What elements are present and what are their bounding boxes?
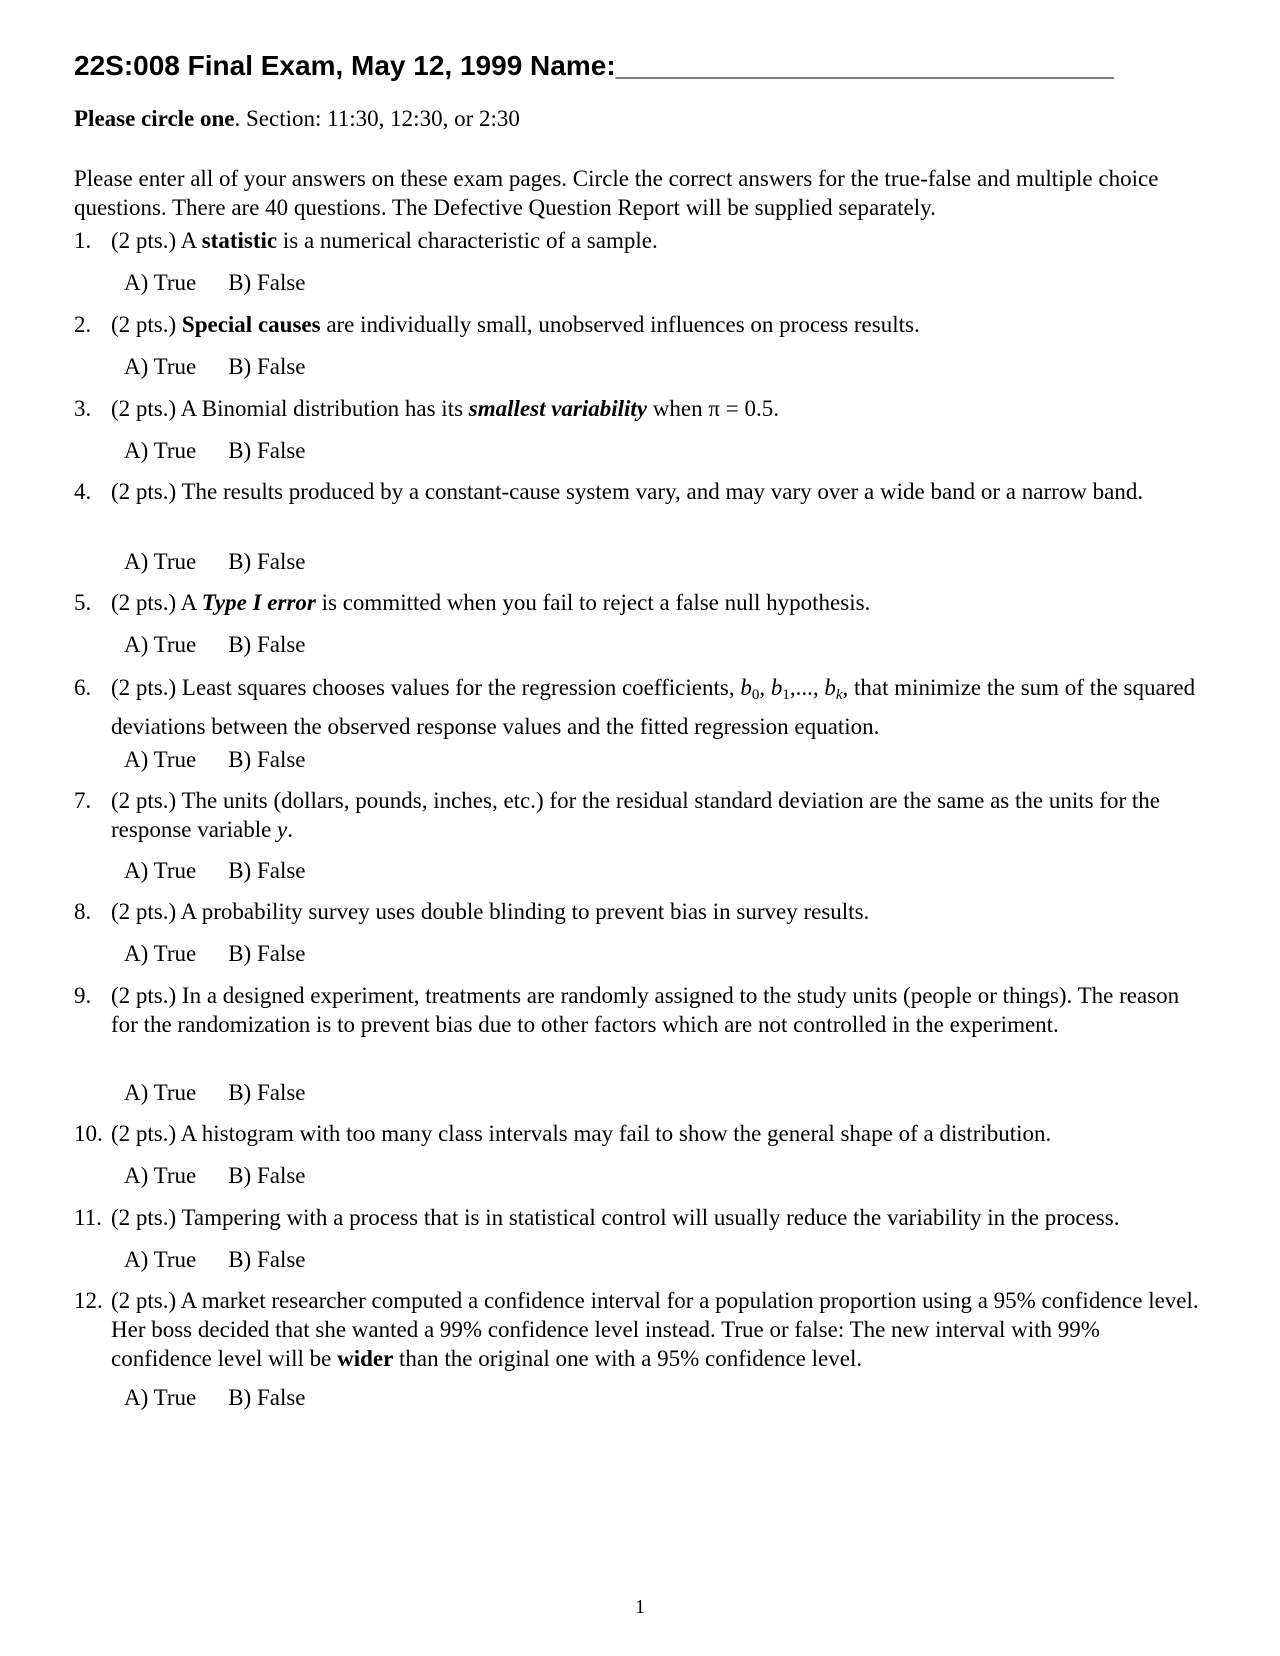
question-text-part: than the original one with a 95% confidence level.: [393, 1346, 863, 1371]
coefficient-symbol: b: [824, 675, 836, 700]
option-false[interactable]: B) False: [228, 438, 306, 463]
answer-options-3: [124, 436, 306, 465]
question-12: [74, 1286, 1204, 1373]
coefficient-symbol: b: [740, 675, 752, 700]
question-number: 8.: [74, 899, 92, 924]
question-text: [111, 1286, 1204, 1373]
answer-options-5: [124, 630, 306, 659]
question-text-part: ,...,: [789, 675, 825, 700]
answer-options-7: [124, 856, 306, 885]
question-number: 11.: [74, 1205, 102, 1230]
question-text-part: .: [287, 817, 294, 842]
question-number: 7.: [74, 788, 92, 813]
question-text: [111, 394, 1204, 423]
question-text: (2 pts.) A histogram with too many class intervals may fail to show the general shape of a distribution.: [111, 1121, 1052, 1146]
answer-options-12: [124, 1383, 306, 1412]
coefficient-subscript: [836, 687, 843, 703]
question-text-part: are individually small, unobserved influences on process results.: [320, 312, 920, 337]
option-false[interactable]: B) False: [228, 632, 306, 657]
option-true[interactable]: A) True: [124, 270, 197, 295]
option-true[interactable]: A) True: [124, 549, 197, 574]
answer-options-8: [124, 939, 306, 968]
question-number: 12.: [74, 1288, 103, 1313]
question-text-part: when π = 0.5.: [647, 396, 779, 421]
question-text: (2 pts.) In a designed experiment, treatments are randomly assigned to the study units (people or things). The reason for the randomization is to prevent bias due to other factors which are not controlled in the experiment.: [111, 983, 1180, 1037]
exam-title: 22S:008 Final Exam, May 12, 1999 Name:________________________________: [74, 50, 1114, 81]
coefficient-subscript-letter: k: [835, 687, 843, 703]
question-text-part: is committed when you fail to reject a false null hypothesis.: [315, 590, 871, 615]
question-10: [74, 1119, 1204, 1148]
question-text-part: , that minimize the sum of the squared deviations between the observed response values and the fitted regression equation.: [111, 675, 1196, 739]
option-true[interactable]: A) True: [124, 632, 197, 657]
question-1: [74, 226, 1204, 255]
option-false[interactable]: B) False: [228, 747, 306, 772]
question-text: (2 pts.) The results produced by a constant-cause system vary, and may vary over a wide band or a narrow band.: [111, 479, 1144, 504]
section-line: [74, 104, 520, 134]
option-true[interactable]: A) True: [124, 1080, 197, 1105]
question-4: [74, 477, 1204, 506]
question-text-part: (2 pts.) A: [111, 228, 202, 253]
page-number: 1: [635, 1596, 645, 1618]
coefficient-symbol: b: [770, 675, 783, 700]
question-11: [74, 1203, 1234, 1232]
question-text-part: is a numerical characteristic of a sample.: [277, 228, 658, 253]
answer-options-9: [124, 1078, 306, 1107]
option-true[interactable]: A) True: [124, 438, 197, 463]
option-true[interactable]: A) True: [124, 1385, 197, 1410]
question-text-part: (2 pts.) A: [111, 590, 202, 615]
question-number: 6.: [74, 675, 92, 700]
question-emphasis: smallest variability: [468, 396, 648, 421]
option-false[interactable]: B) False: [228, 858, 306, 883]
option-true[interactable]: A) True: [124, 747, 197, 772]
question-number: 3.: [74, 396, 92, 421]
answer-options-2: [124, 352, 306, 381]
question-text: [111, 310, 1204, 339]
question-emphasis: statistic: [201, 228, 278, 253]
question-3: [74, 394, 1204, 423]
option-false[interactable]: B) False: [228, 1080, 306, 1105]
coefficient-subscript: 0: [751, 687, 760, 703]
option-true[interactable]: A) True: [124, 858, 197, 883]
question-emphasis: Type I error: [201, 590, 316, 615]
question-number: 4.: [74, 479, 92, 504]
question-text-part: (2 pts.) The units (dollars, pounds, inches, etc.) for the residual standard deviation are the same as the units for the response variable: [111, 788, 1160, 842]
question-9: [74, 981, 1204, 1039]
question-8: [74, 897, 1204, 926]
exam-instructions: Please enter all of your answers on these exam pages. Circle the correct answers for the true-false and multiple choice questions. There are 40 questions. The Defective Question Report will be supplied separately.: [74, 166, 1159, 220]
option-true[interactable]: A) True: [124, 1163, 197, 1188]
section-times: . Section: 11:30, 12:30, or 2:30: [234, 106, 520, 131]
option-false[interactable]: B) False: [228, 1247, 306, 1272]
answer-options-4: [124, 547, 306, 576]
option-true[interactable]: A) True: [124, 1247, 197, 1272]
answer-options-6: [124, 745, 306, 774]
question-number: 5.: [74, 590, 92, 615]
question-number: 1.: [74, 228, 92, 253]
answer-options-1: [124, 268, 306, 297]
question-text-part: (2 pts.) A Binomial distribution has its: [111, 396, 469, 421]
option-false[interactable]: B) False: [228, 941, 306, 966]
question-number: 2.: [74, 312, 92, 337]
question-7: [74, 786, 1204, 844]
option-false[interactable]: B) False: [228, 1163, 306, 1188]
coefficient-subscript: 1: [782, 687, 790, 703]
option-true[interactable]: A) True: [124, 354, 197, 379]
question-number: 9.: [74, 983, 92, 1008]
question-text: [111, 226, 1204, 255]
question-text-part: (2 pts.): [111, 312, 182, 337]
question-6: [74, 672, 1204, 743]
question-text: [111, 588, 1204, 617]
section-instruction-bold: Please circle one: [74, 106, 235, 131]
option-false[interactable]: B) False: [228, 549, 306, 574]
question-text-part: (2 pts.) A market researcher computed a confidence interval for a population proportion using a 95% confidence level. Her boss decided that she wanted a 99% confidence level instead. True or false: The new interval with 99% confidence level will be: [111, 1288, 1199, 1371]
answer-options-10: [124, 1161, 306, 1190]
question-5: [74, 588, 1204, 617]
question-text-part: (2 pts.) Least squares chooses values for the regression coefficients,: [111, 675, 741, 700]
option-false[interactable]: B) False: [228, 354, 306, 379]
response-variable: y: [277, 817, 288, 842]
question-emphasis: wider: [337, 1346, 394, 1371]
answer-options-11: [124, 1245, 306, 1274]
question-text-part: ,: [759, 675, 771, 700]
option-false[interactable]: B) False: [228, 270, 306, 295]
option-true[interactable]: A) True: [124, 941, 197, 966]
question-2: [74, 310, 1204, 339]
option-false[interactable]: B) False: [228, 1385, 306, 1410]
question-text: [111, 672, 1204, 743]
question-text: [111, 786, 1204, 844]
question-emphasis: Special causes: [181, 312, 321, 337]
question-number: 10.: [74, 1121, 103, 1146]
question-text: (2 pts.) Tampering with a process that is in statistical control will usually reduce the variability in the process.: [111, 1205, 1120, 1230]
question-text: (2 pts.) A probability survey uses double blinding to prevent bias in survey results.: [111, 899, 870, 924]
